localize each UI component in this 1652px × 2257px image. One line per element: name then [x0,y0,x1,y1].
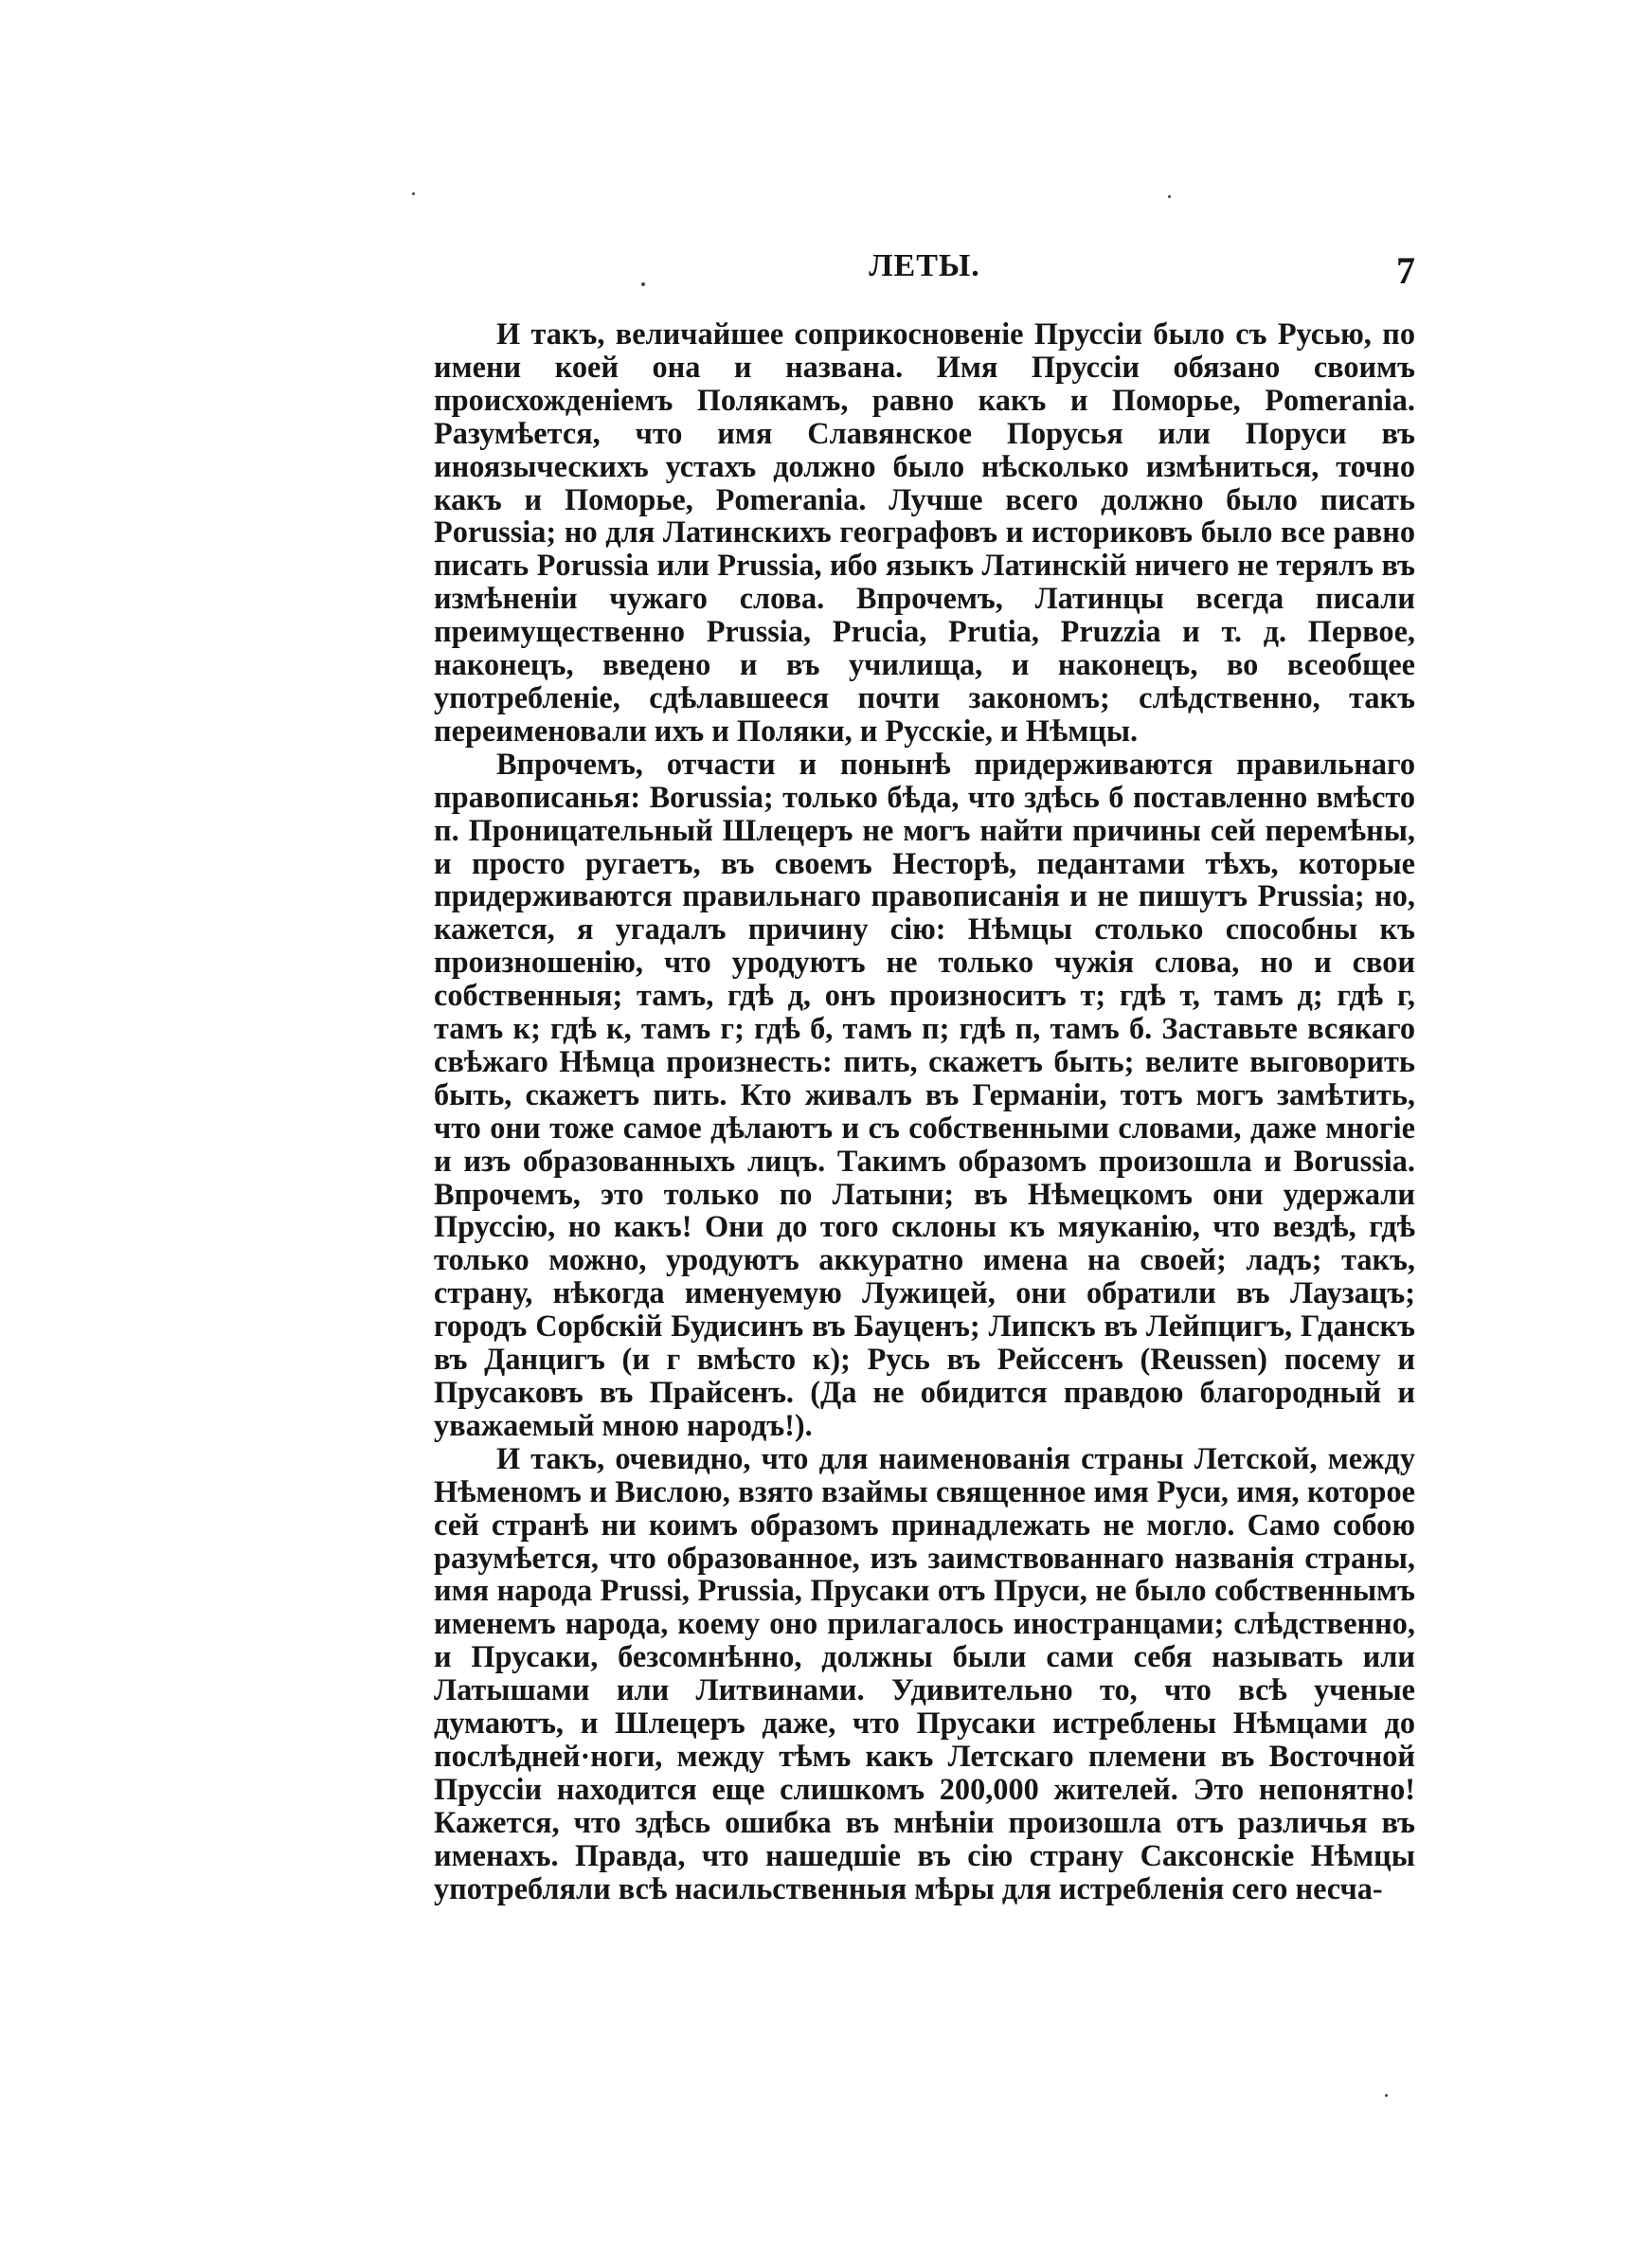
running-head [434,248,1415,296]
running-title: ЛЕТЫ. [869,248,980,283]
body-text [434,317,1415,1905]
scan-speck [412,192,415,195]
scan-speck [1168,195,1171,198]
scan-speck [1385,2094,1388,2097]
paragraph: И такъ, очевидно, что для наименованiя страны Летской, между Нѣменомъ и Вислою, взято взаймы священное имя Руси, имя, которое сей странѣ ни коимъ образомъ принадлежать не могло. Само собою разумѣется, что образованное, изъ заимствованнаго названiя страны, имя народа Prussi, Prussia, Прусаки отъ Пруси, не было собственнымъ именемъ народа, коему оно прилагалось иностранцами; слѣдственно, и Прусаки, безсомнѣнно, должны были сами себя называть или Латышами или Литвинами. Удивительно то, что всѣ ученые думаютъ, и Шлецеръ даже, что Прусаки истреблены Нѣмцами до послѣдней·ноги, между тѣмъ какъ Летскаго племени въ Восточной Пруссiи находится еще слишкомъ 200,000 жителей. Это непонятно! Кажется, что здѣсь ошибка въ мнѣнiи произошла отъ различья въ именахъ. Правда, что нашедшiе въ сiю страну Саксонскiе Нѣмцы употребляли всѣ насильственныя мѣры для истребленiя сего несча- [434,1440,1415,1905]
paragraph: Впрочемъ, отчасти и понынѣ придерживаются правильнаго правописанья: Borussia; только бѣда, что здѣсь б поставленно вмѣсто п. Проницательный Шлецеръ не могъ найти причины сей перемѣны, и просто ругаетъ, въ своемъ Несторѣ, педантами тѣхъ, которые придерживаются правильнаго правописанiя и не пишутъ Prussia; но, кажется, я угадалъ причину сiю: Нѣмцы столько способны къ произношенiю, что уродуютъ не только чужiя слова, но и свои собственныя; тамъ, гдѣ д, онъ произноситъ т; гдѣ т, тамъ д; гдѣ г, тамъ к; гдѣ к, тамъ г; гдѣ б, тамъ п; гдѣ п, тамъ б. Заставьте всякаго свѣжаго Нѣмца произнесть: пить, скажетъ быть; велите выговорить быть, скажетъ пить. Кто живалъ въ Германiи, тотъ могъ замѣтить, что они тоже самое дѣлаютъ и съ собственными словами, даже многiе и изъ образованныхъ лицъ. Такимъ образомъ произошла и Borussia. Впрочемъ, это только по Латыни; въ Нѣмецкомъ они удержали Пруссiю, но какъ! Они до того склоны къ мяуканiю, что вездѣ, гдѣ только можно, уродуютъ аккуратно имена на своей; ладъ; такъ, страну, нѣкогда именуемую Лужицей, они обратили въ Лаузацъ; городъ Сорбскiй Будисинъ въ Бауценъ; Липскъ въ Лейпцигъ, Гданскъ въ Данцигъ (и г вмѣсто к); Русь въ Рейссенъ (Reussen) посему и Прусаковъ въ Прайсенъ. (Да не обидится правдою благородный и уважаемый мною народъ!). [434,746,1415,1442]
page-number: 7 [1396,249,1415,292]
paragraph: И такъ, величайшее соприкосновенiе Пруссiи было съ Русью, по имени коей она и названа. Имя Пруссiи обязано своимъ происхожденiемъ Полякамъ, равно какъ и Поморье, Pomerania. Разумѣется, что имя Славянское Порусья или Поруси въ иноязыческихъ устахъ должно было нѣсколько измѣниться, точно какъ и Поморье, Pomerania. Лучше всего должно было писать Porussia; но для Латинскихъ географовъ и историковъ было все равно писать Porussia или Prussia, ибо языкъ Латинскiй ничего не терялъ въ измѣненiи чужаго слова. Впрочемъ, Латинцы всегда писали преимущественно Prussia, Prucia, Prutia, Pruzzia и т. д. Первое, наконецъ, введено и въ училища, и наконецъ, во всеобщее употребленiе, сдѣлавшееся почти закономъ; слѣдственно, такъ переименовали ихъ и Поляки, и Русскiе, и Нѣмцы. [434,316,1415,748]
